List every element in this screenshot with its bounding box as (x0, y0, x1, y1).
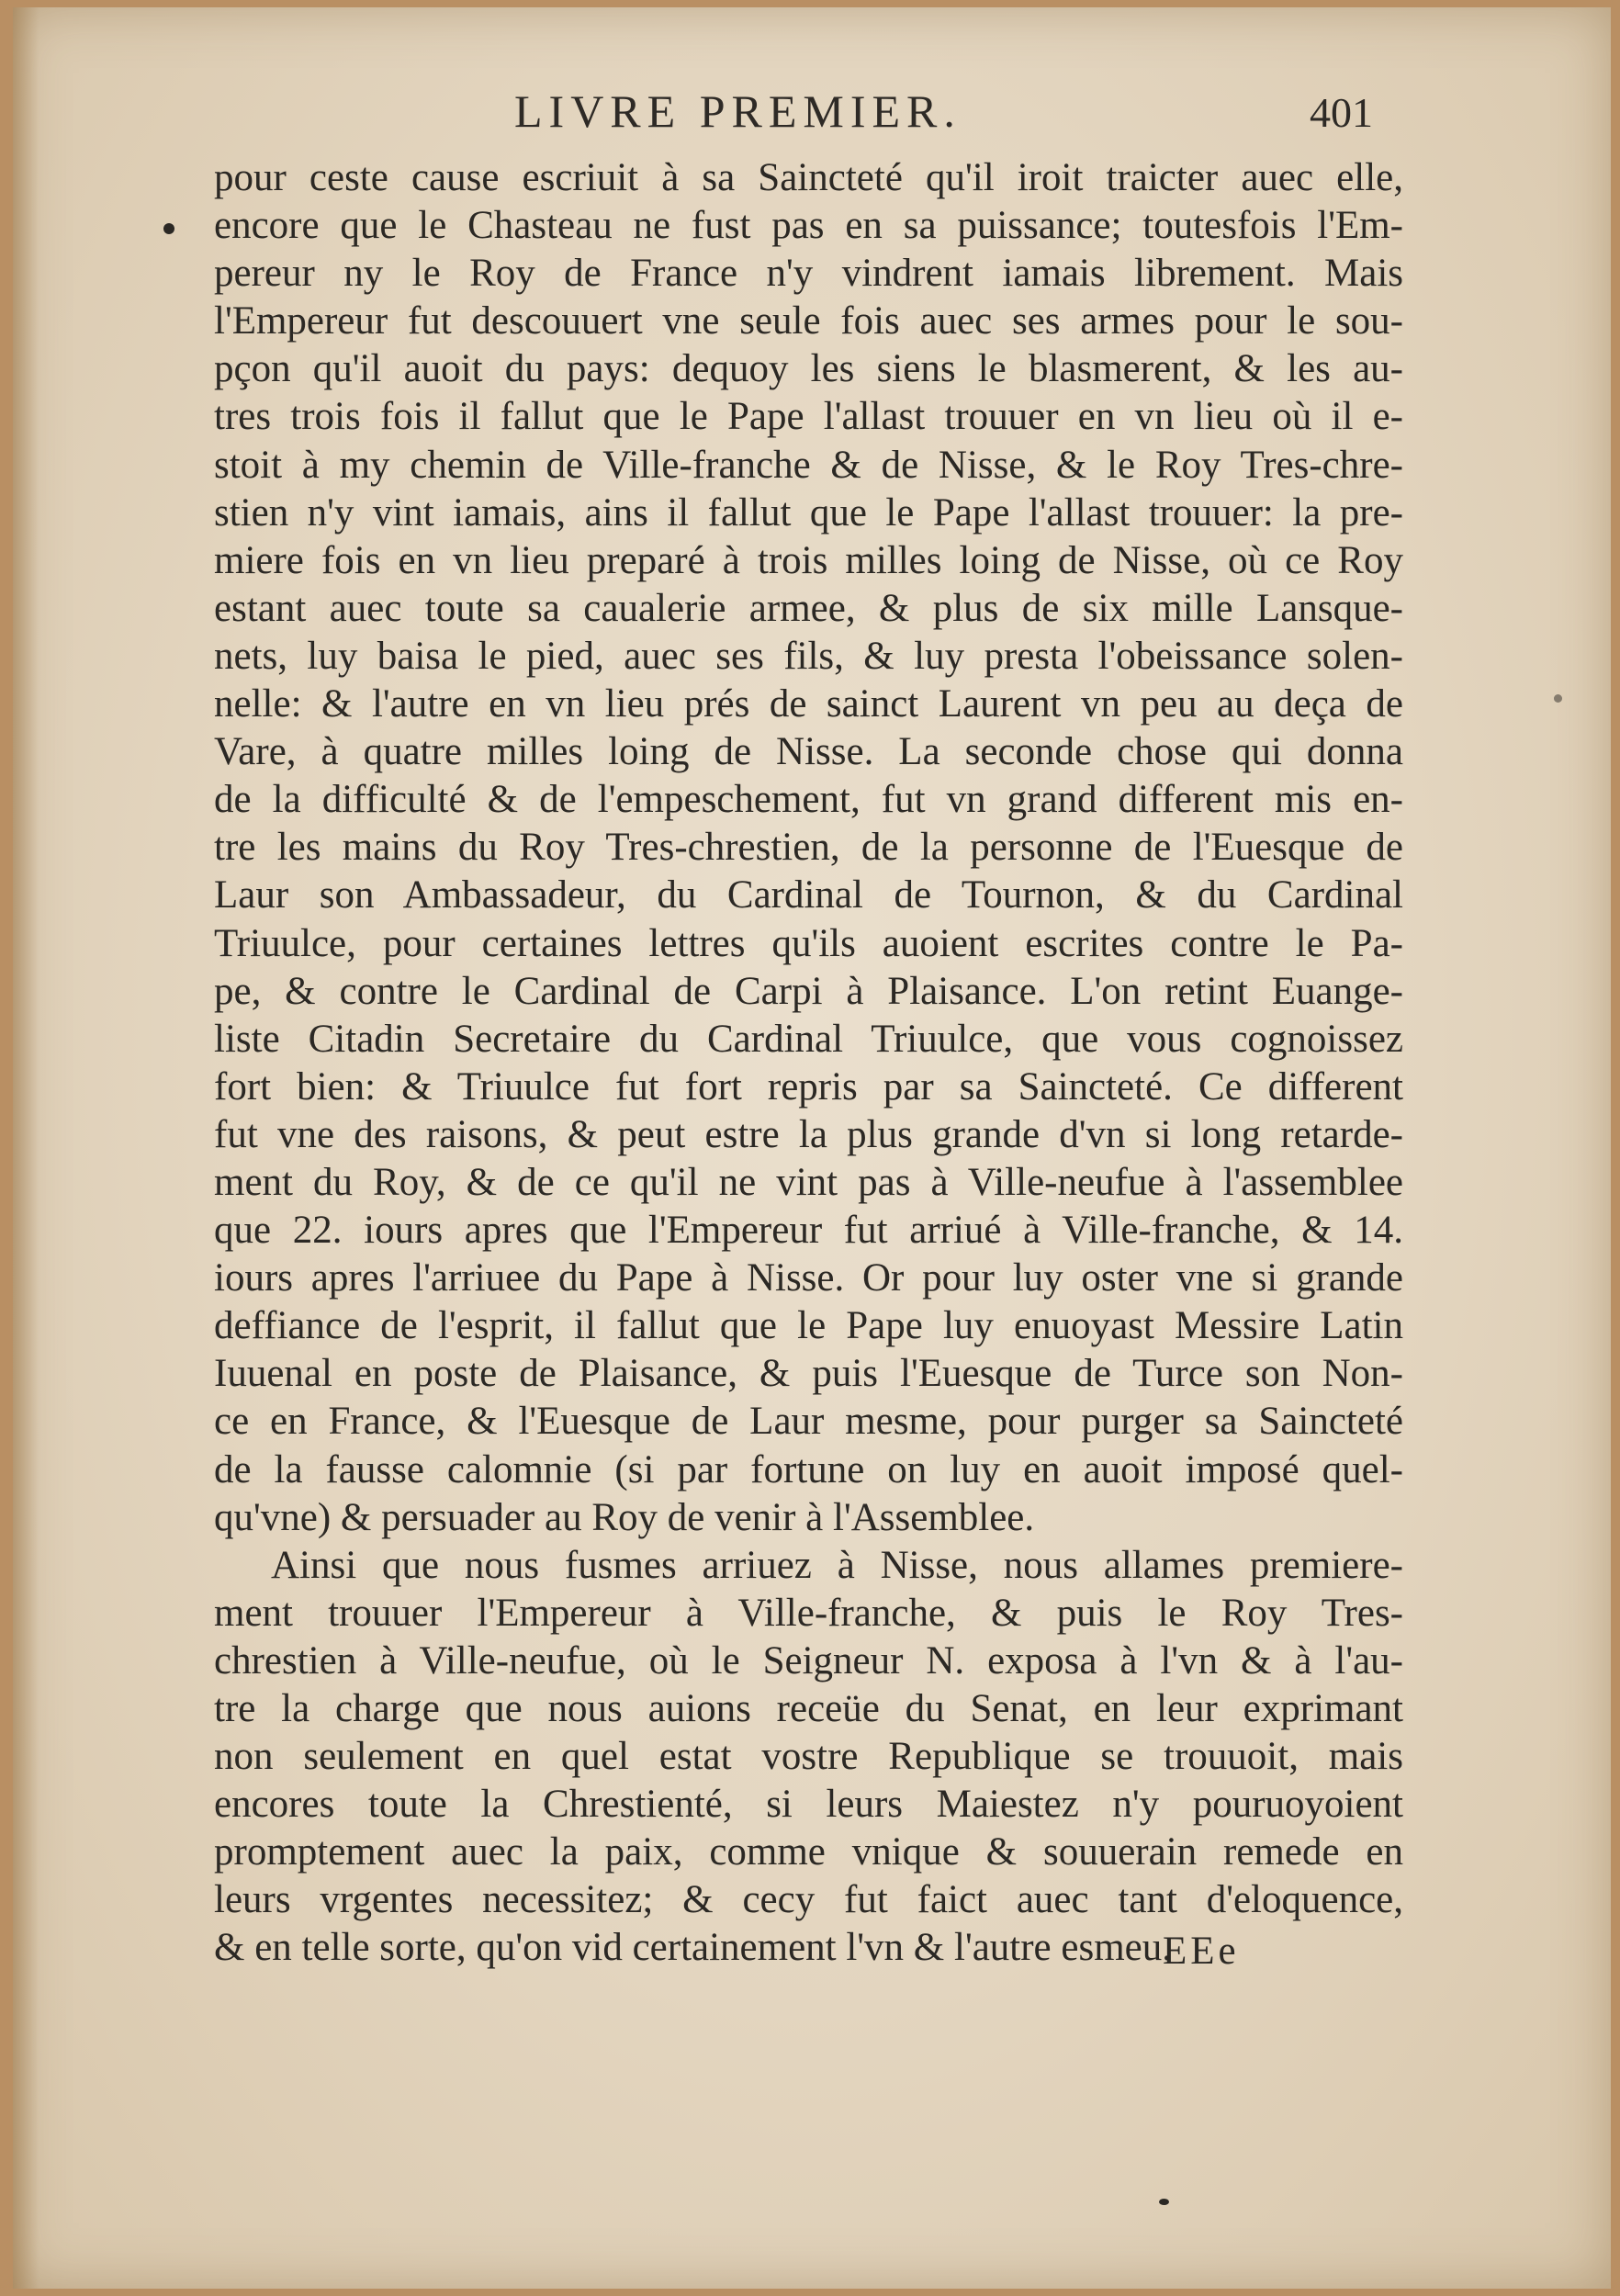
text-line: liste Citadin Secretaire du Cardinal Triuulce, que vous cognoissez (214, 1017, 1403, 1061)
text-line: & en telle sorte, qu'on vid certainement l'vn & l'autre esmeu. (214, 1926, 1172, 1970)
text-line: fut vne des raisons, & peut estre la plus grande d'vn si long retarde- (214, 1112, 1403, 1156)
text-line: tre la charge que nous auions receüe du Senat, en leur exprimant (214, 1687, 1403, 1730)
text-line: leurs vrgentes necessitez; & cecy fut faict auec tant d'eloquence, (214, 1878, 1403, 1922)
text-line: fort bien: & Triuulce fut fort repris par sa Saincteté. Ce different (214, 1064, 1403, 1109)
text-line: promptement auec la paix, comme vnique & souuerain remede en (214, 1830, 1403, 1874)
text-line: stoit à my chemin de Ville-franche & de Nisse, & le Roy Tres-chre- (214, 443, 1403, 487)
text-line: ment du Roy, & de ce qu'il ne vint pas à Ville-neufue à l'assemblee (214, 1160, 1403, 1204)
text-line: non seulement en quel estat vostre Republique se trouuoit, mais (214, 1735, 1403, 1779)
text-line: l'Empereur fut descouuert vne seule fois auec ses armes pour le sou- (214, 299, 1403, 343)
page-number: 401 (1310, 89, 1373, 136)
catchword: EEe (1163, 1930, 1240, 1973)
text-line: Laur son Ambassadeur, du Cardinal de Tournon, & du Cardinal (214, 873, 1403, 917)
body-text (214, 154, 1403, 1973)
text-line: stien n'y vint iamais, ains il fallut que le Pape l'allast trouuer: la pre- (214, 490, 1403, 535)
ink-speck (163, 223, 174, 234)
text-line: pour ceste cause escriuit à sa Saincteté qu'il iroit traicter auec elle, (214, 156, 1403, 199)
page-gutter-shadow (13, 7, 39, 2289)
text-line: miere fois en vn lieu preparé à trois milles loing de Nisse, où ce Roy (214, 538, 1403, 582)
text-line: pçon qu'il auoit du pays: dequoy les siens le blasmerent, & les au- (214, 347, 1403, 391)
text-line: que 22. iours apres que l'Empereur fut arriué à Ville-franche, & 14. (214, 1209, 1403, 1253)
text-line: qu'vne) & persuader au Roy de venir à l'Assemblee. (214, 1495, 1035, 1539)
text-line: deffiance de l'esprit, il fallut que le Pape luy enuoyast Messire Latin (214, 1304, 1403, 1348)
text-line: de la fausse calomnie (si par fortune on luy en auoit imposé quel- (214, 1447, 1403, 1491)
running-head: LIVRE PREMIER. (514, 85, 962, 137)
text-line: Vare, à quatre milles loing de Nisse. La seconde chose qui donna (214, 730, 1403, 774)
text-line: estant auec toute sa caualerie armee, & plus de six mille Lansque- (214, 586, 1403, 630)
ink-speck (1159, 2199, 1169, 2205)
ink-speck (1554, 694, 1562, 703)
text-line: ce en France, & l'Euesque de Laur mesme, pour purger sa Saincteté (214, 1400, 1403, 1444)
text-line: Iuuenal en poste de Plaisance, & puis l'Euesque de Turce son Non- (214, 1352, 1403, 1396)
text-line: encores toute la Chrestienté, si leurs Maiestez n'y pouruoyoient (214, 1783, 1403, 1827)
text-line: pe, & contre le Cardinal de Carpi à Plaisance. L'on retint Euange- (214, 969, 1403, 1013)
text-line: iours apres l'arriuee du Pape à Nisse. Or pour luy oster vne si grande (214, 1256, 1403, 1300)
text-line: nets, luy baisa le pied, auec ses fils, & luy presta l'obeissance solen- (214, 634, 1403, 678)
text-line: encore que le Chasteau ne fust pas en sa puissance; toutesfois l'Em- (214, 204, 1403, 248)
text-line: ment trouuer l'Empereur à Ville-franche, & puis le Roy Tres- (214, 1591, 1403, 1635)
text-line: chrestien à Ville-neufue, où le Seigneur N. exposa à l'vn & à l'au- (214, 1638, 1403, 1683)
text-line: nelle: & l'autre en vn lieu prés de sainct Laurent vn peu au deça de (214, 682, 1403, 726)
text-line: de la difficulté & de l'empeschement, fut vn grand different mis en- (214, 778, 1403, 822)
text-line: pereur ny le Roy de France n'y vindrent iamais librement. Mais (214, 252, 1403, 296)
paragraph-first-line: Ainsi que nous fusmes arriuez à Nisse, nous allames premiere- (271, 1543, 1403, 1587)
text-line: tres trois fois il fallut que le Pape l'allast trouuer en vn lieu où il e- (214, 395, 1403, 439)
text-line: Triuulce, pour certaines lettres qu'ils auoient escrites contre le Pa- (214, 921, 1403, 965)
text-line: tre les mains du Roy Tres-chrestien, de la personne de l'Euesque de (214, 826, 1403, 870)
